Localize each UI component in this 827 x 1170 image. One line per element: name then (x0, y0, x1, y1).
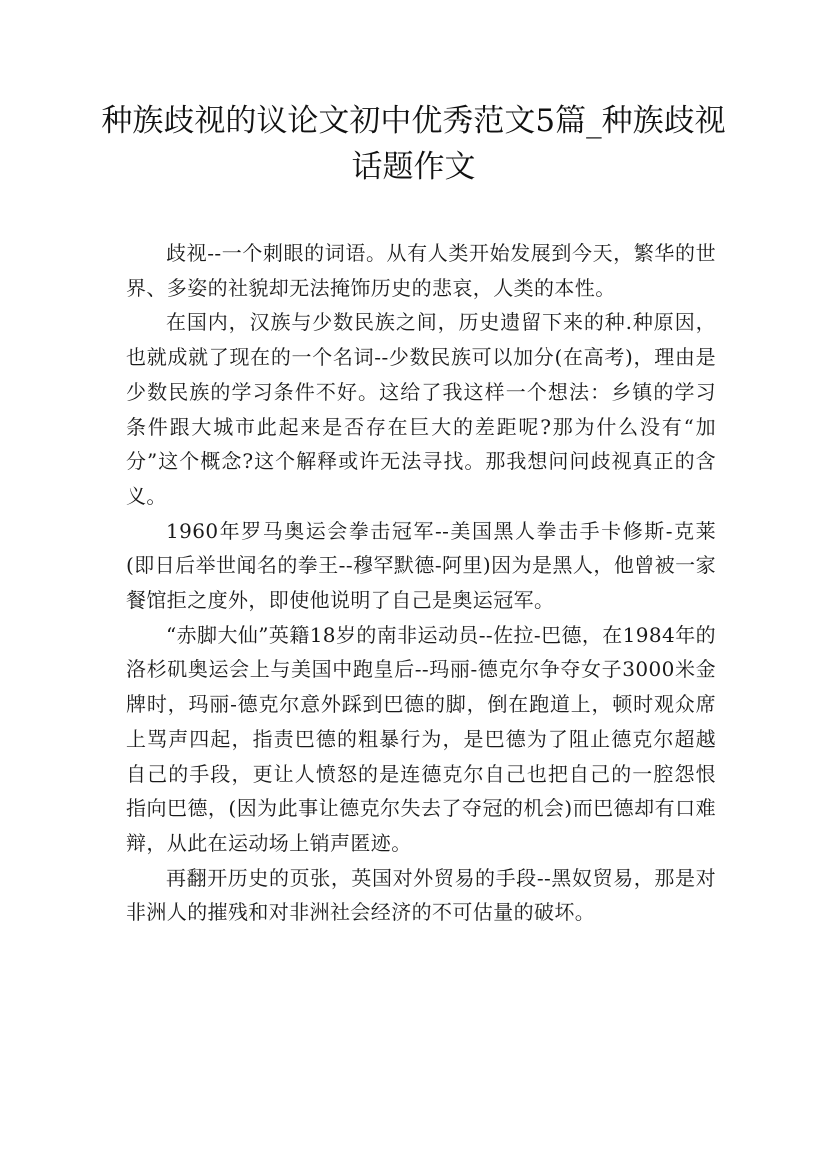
document-body (126, 236, 716, 930)
paragraph: 在国内，汉族与少数民族之间，历史遗留下来的种.种原因，也就成就了现在的一个名词--少数民族可以加分(在高考)，理由是少数民族的学习条件不好。这给了我这样一个想法：乡镇的学习条件跟大城市此起来是否存在巨大的差距呢?那为什么没有“加分”这个概念?这个解释或许无法寻找。那我想问问歧视真正的含义。 (126, 310, 716, 508)
paragraph: “赤脚大仙”英籍18岁的南非运动员--佐拉-巴德，在1984年的洛杉矶奥运会上与美国中跑皇后--玛丽-德克尔争夺女子3000米金牌时，玛丽-德克尔意外踩到巴德的脚，倒在跑道上，顿时观众席上骂声四起，指责巴德的粗暴行为，是巴德为了阻止德克尔超越自己的手段，更让人愤怒的是连德克尔自己也把自己的一腔怨恨指向巴德，(因为此事让德克尔失去了夺冠的机会)而巴德却有口难辩，从此在运动场上销声匿迹。 (126, 622, 716, 855)
paragraph: 1960年罗马奥运会拳击冠军--美国黑人拳击手卡修斯-克莱(即日后举世闻名的拳王--穆罕默德-阿里)因为是黑人，他曾被一家餐馆拒之度外，即使他说明了自己是奥运冠军。 (126, 518, 716, 613)
paragraph: 再翻开历史的页张，英国对外贸易的手段--黑奴贸易，那是对非洲人的摧残和对非洲社会经济的不可估量的破坏。 (126, 865, 716, 925)
paragraph: 歧视--一个刺眼的词语。从有人类开始发展到今天，繁华的世界、多姿的社貌却无法掩饰历史的悲哀，人类的本性。 (126, 241, 716, 300)
document-title: 种族歧视的议论文初中优秀范文5篇_种族歧视话题作文 (101, 103, 726, 185)
